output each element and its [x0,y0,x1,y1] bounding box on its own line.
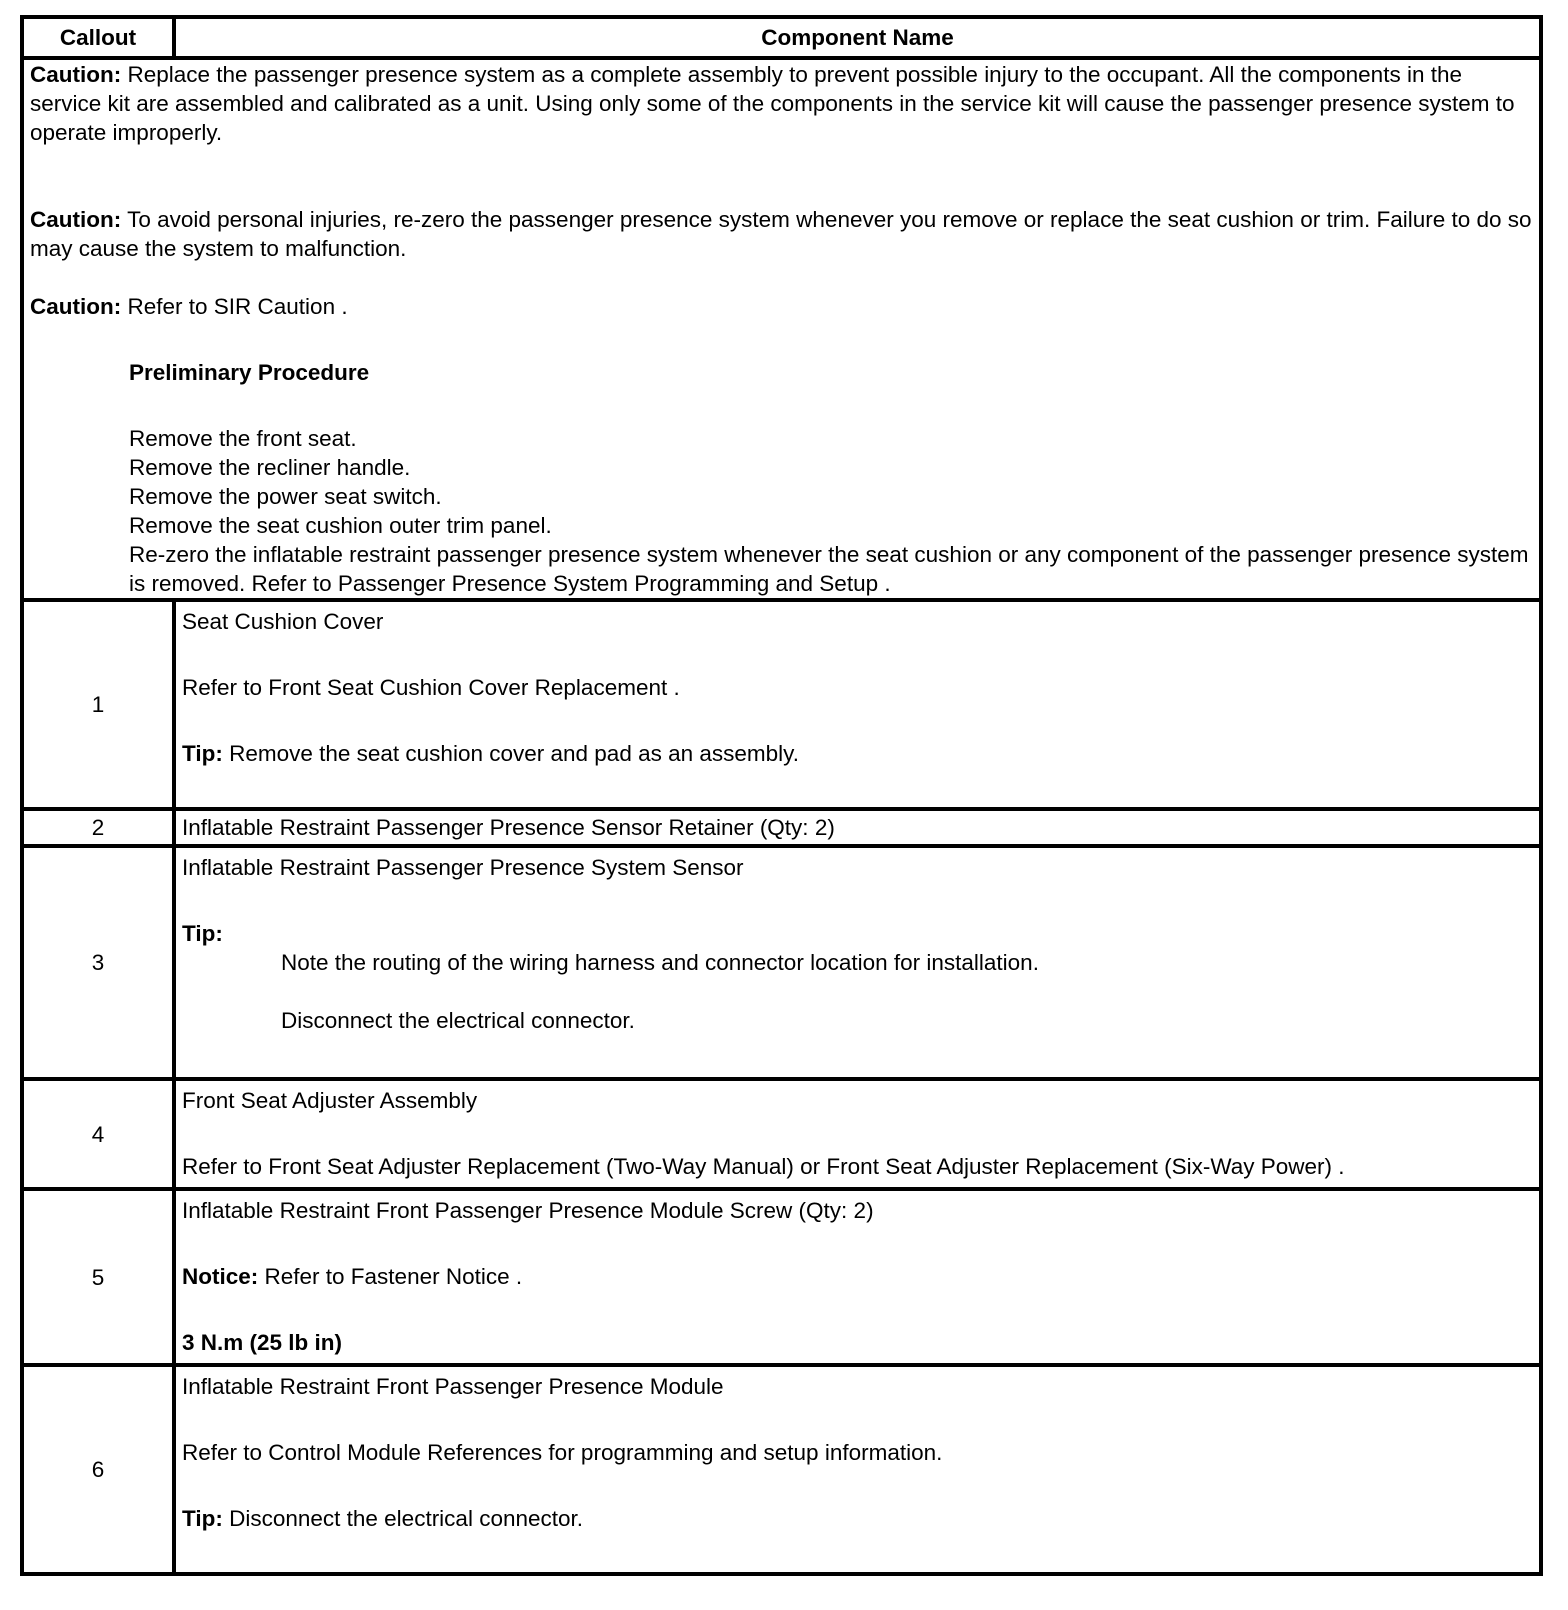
table-row [22,1365,1541,1574]
caution-1-label: Caution: [30,62,122,87]
reference-text: Refer to Control Module References for programming and setup information. [182,1440,943,1465]
tip-item: Note the routing of the wiring harness and connector location for installation. [281,950,1039,975]
tip-text [182,1504,1533,1533]
tip-body: Remove the seat cushion cover and pad as an assembly. [222,741,799,766]
component-table [20,15,1543,1576]
step-item: Re-zero the inflatable restraint passenger presence system whenever the seat cushion or any component of the passenger presence system is removed. Refer to Passenger Presence System Programming and Setup . [129,542,1529,596]
caution-2-label: Caution: [30,207,122,232]
callout-number: 1 [22,600,174,809]
table-row [22,846,1541,1079]
caution-3 [30,292,1533,321]
component-name: Inflatable Restraint Front Passenger Presence Module Screw (Qty: 2) [182,1198,874,1223]
table-row [22,1189,1541,1365]
notice-label: Notice: [182,1264,259,1289]
table-row [22,809,1541,846]
table-row [22,600,1541,809]
notice-body: Refer to Fastener Notice . [258,1264,523,1289]
torque-spec [182,1328,1533,1357]
component-cell [174,809,1541,846]
tip-label [182,919,1533,948]
step-item: Remove the front seat. [129,426,357,451]
callout-number: 3 [22,846,174,1079]
component-cell [174,600,1541,809]
notice-text [182,1262,1533,1291]
tip-label: Tip: [182,741,223,766]
step-item: Remove the seat cushion outer trim panel. [129,513,552,538]
step-item: Remove the power seat switch. [129,484,442,509]
component-name: Inflatable Restraint Passenger Presence System Sensor [182,855,744,880]
tip-text [182,739,1533,768]
callout-number: 5 [22,1189,174,1365]
tip-item: Disconnect the electrical connector. [281,1008,635,1033]
component-name: Inflatable Restraint Front Passenger Presence Module [182,1374,724,1399]
tip-body: Disconnect the electrical connector. [222,1506,584,1531]
component-name: Seat Cushion Cover [182,609,384,634]
caution-3-label: Caution: [30,294,122,319]
component-name: Front Seat Adjuster Assembly [182,1088,478,1113]
component-cell [174,1079,1541,1189]
component-name: Inflatable Restraint Passenger Presence Sensor Retainer (Qty: 2) [182,815,835,840]
preliminary-heading-text: Preliminary Procedure [129,360,370,385]
callout-number: 2 [22,809,174,846]
header-row [22,17,1541,58]
component-cell [174,1189,1541,1365]
intro-row [22,58,1541,600]
component-cell [174,846,1541,1079]
caution-2-text: To avoid personal injuries, re-zero the passenger presence system whenever you remove or replace the seat cushion or trim. Failure to do so may cause the system to malfunction. [30,207,1532,261]
reference-text: Refer to Front Seat Adjuster Replacement (Two-Way Manual) or Front Seat Adjuster Replacement (Six-Way Power) . [182,1154,1345,1179]
intro-cell [22,58,1541,600]
tip-label-text: Tip: [182,921,223,946]
component-cell [174,1365,1541,1574]
caution-1-text: Replace the passenger presence system as a complete assembly to prevent possible injury to the occupant. All the components in the service kit are assembled and calibrated as a unit. Using only some of the components in the service kit will cause the passenger presence system to operate improperly. [30,62,1515,145]
callout-header: Callout [22,17,174,58]
callout-number: 6 [22,1365,174,1574]
caution-3-text: Refer to SIR Caution . [121,294,348,319]
torque-value: 3 N.m (25 lb in) [182,1330,343,1355]
preliminary-steps [30,424,1533,598]
reference-text: Refer to Front Seat Cushion Cover Replacement . [182,675,680,700]
preliminary-heading [30,358,1533,387]
caution-1 [30,60,1533,147]
callout-number: 4 [22,1079,174,1189]
caution-2 [30,205,1533,263]
step-item: Remove the recliner handle. [129,455,411,480]
table-row [22,1079,1541,1189]
component-name-header: Component Name [174,17,1541,58]
tip-label: Tip: [182,1506,223,1531]
